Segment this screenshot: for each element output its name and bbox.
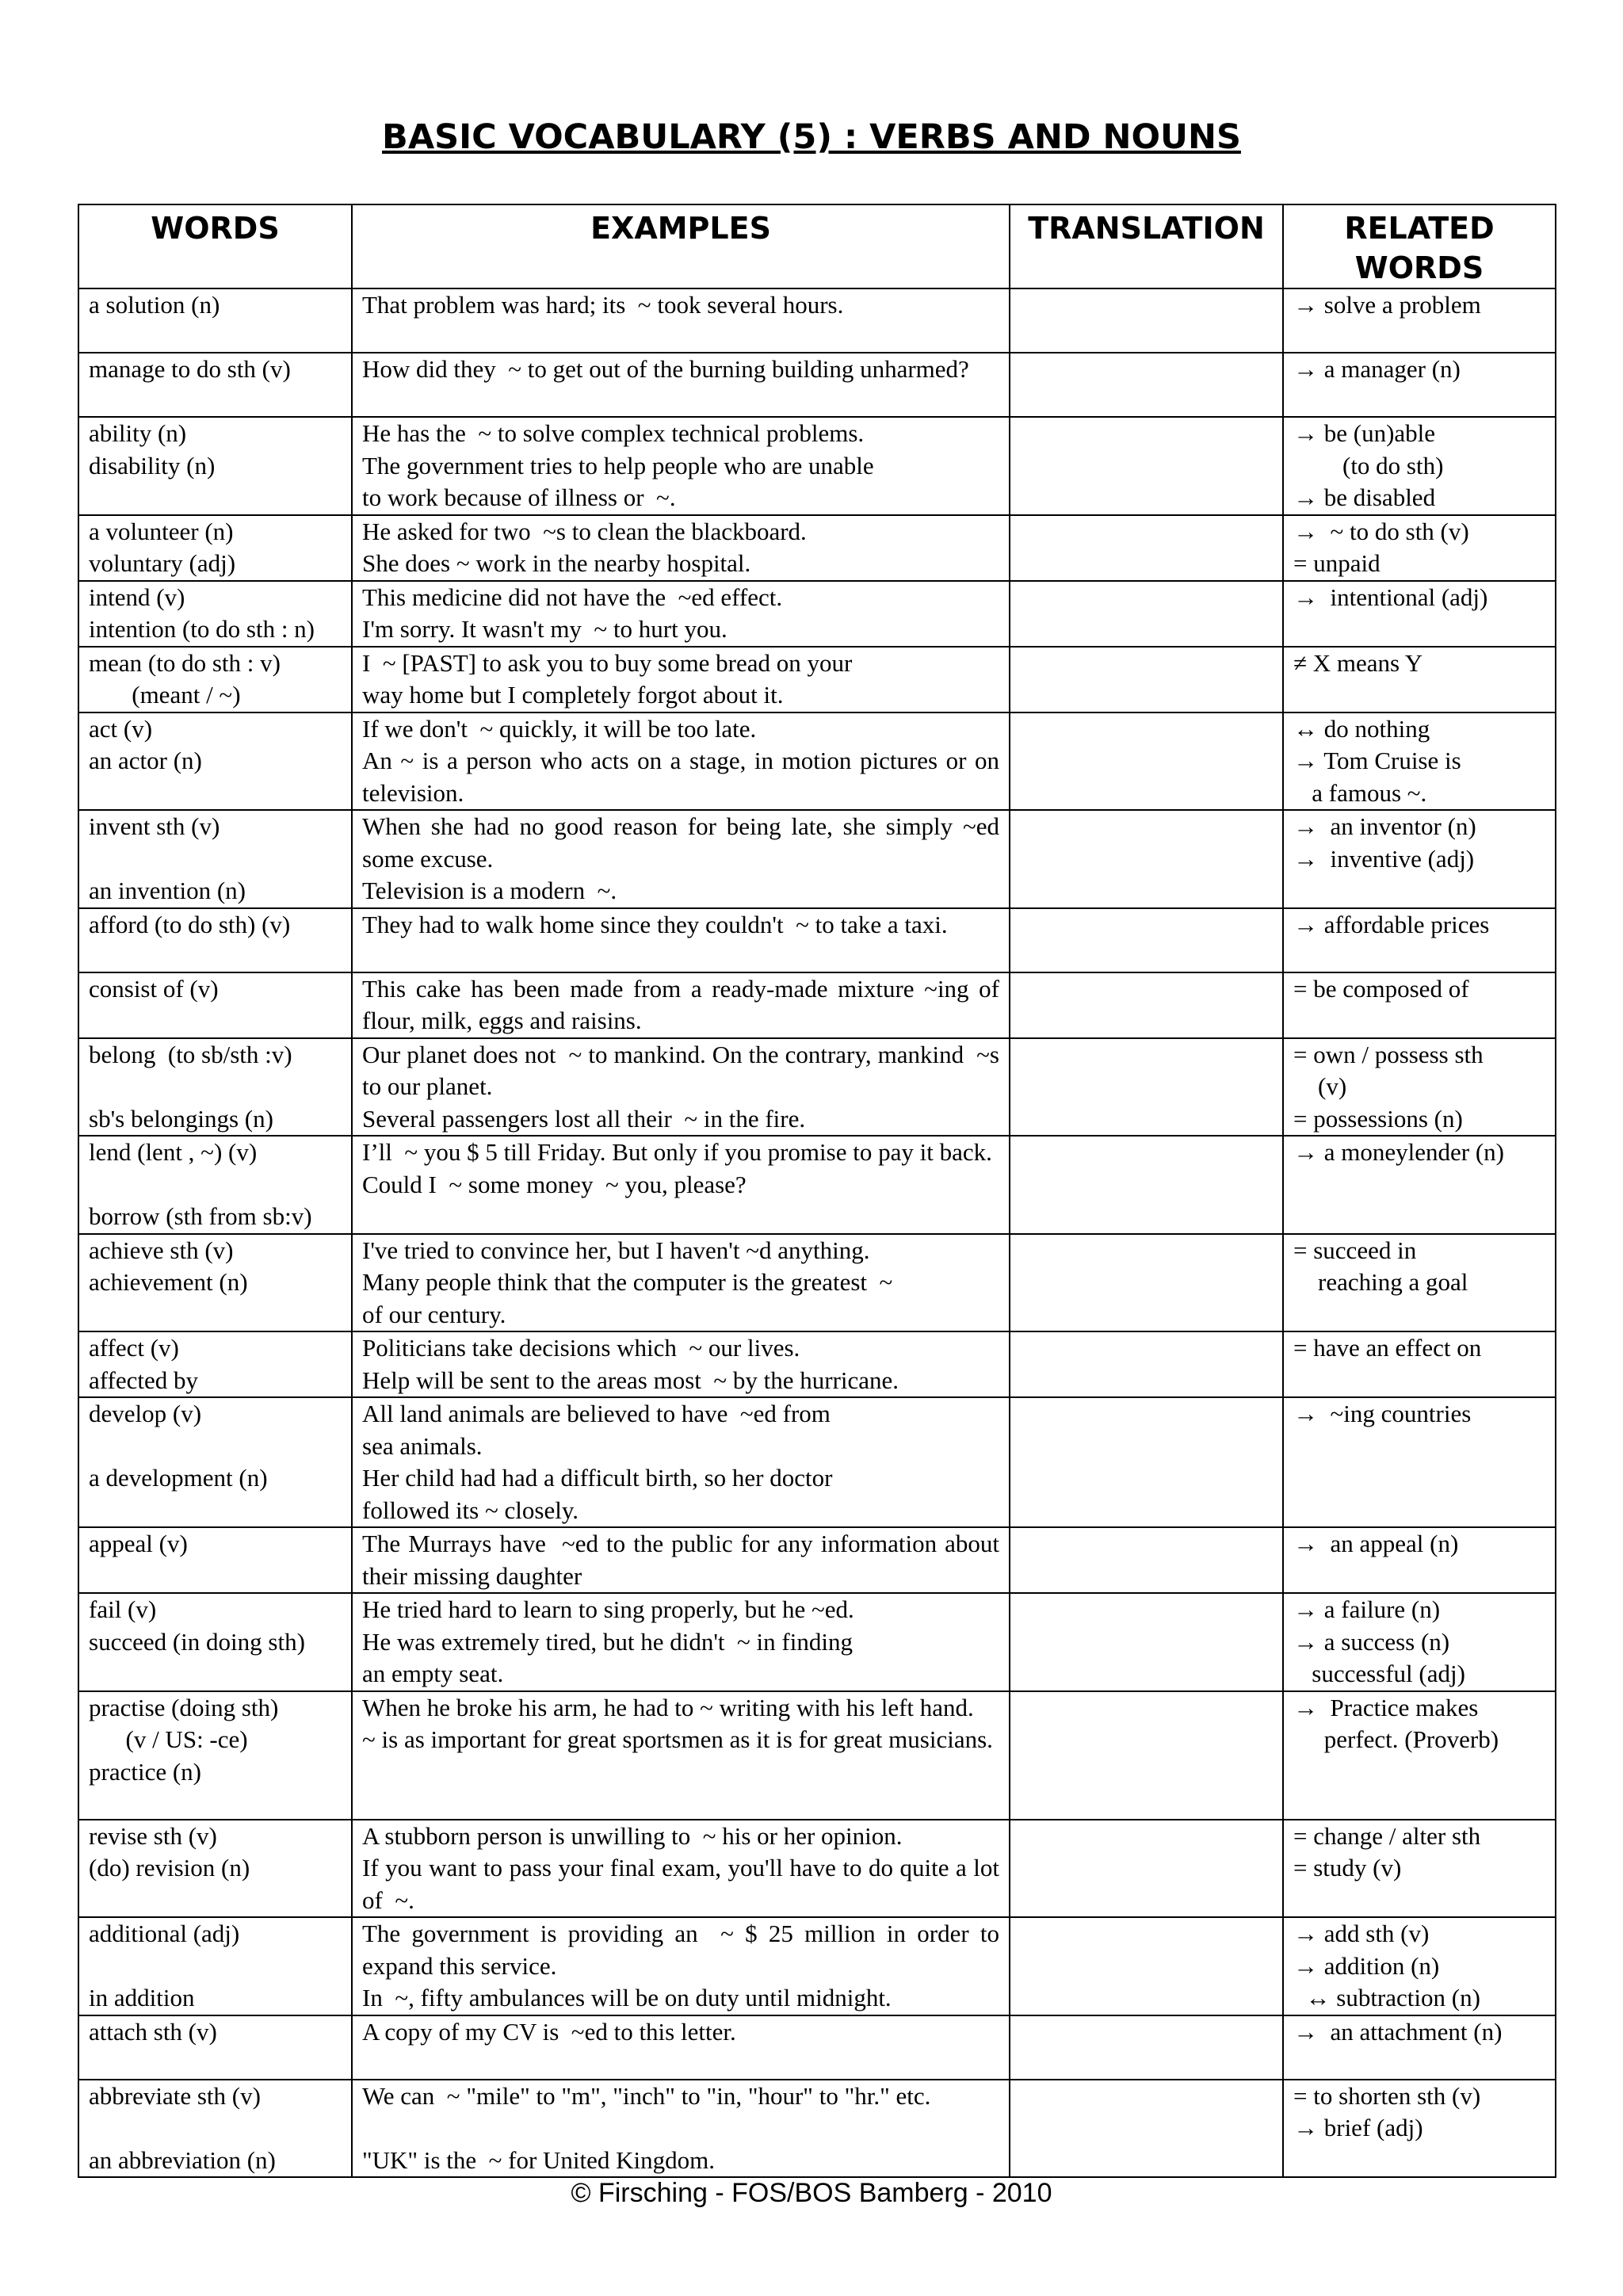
cell-examples: This medicine did not have the ~ed effect. I'm sorry. It wasn't my ~ to hurt you. [352, 581, 1010, 647]
header-translation: TRANSLATION [1010, 204, 1283, 288]
header-related-words: RELATED WORDS [1283, 204, 1556, 288]
cell-related-words: → a failure (n) → a success (n) successful (adj) [1283, 1593, 1556, 1691]
cell-words: develop (v) a development (n) [78, 1397, 352, 1527]
table-row [78, 908, 1556, 972]
vocabulary-table [78, 204, 1556, 2178]
cell-translation [1010, 647, 1283, 712]
cell-words: invent sth (v) an invention (n) [78, 810, 352, 908]
table-row [78, 1691, 1556, 1820]
cell-words: ability (n) disability (n) [78, 417, 352, 515]
cell-related-words: → intentional (adj) [1283, 581, 1556, 647]
cell-translation [1010, 1593, 1283, 1691]
cell-related-words: → add sth (v) → addition (n) ↔ subtraction (n) [1283, 1917, 1556, 2015]
cell-related-words: → an inventor (n) → inventive (adj) [1283, 810, 1556, 908]
table-row [78, 810, 1556, 908]
table-row [78, 1331, 1556, 1397]
cell-examples: That problem was hard; its ~ took several hours. [352, 288, 1010, 353]
cell-examples: How did they ~ to get out of the burning building unharmed? [352, 353, 1010, 417]
table-row [78, 353, 1556, 417]
cell-related-words: → ~ to do sth (v) = unpaid [1283, 515, 1556, 581]
header-words: WORDS [78, 204, 352, 288]
cell-translation [1010, 1397, 1283, 1527]
cell-translation [1010, 1691, 1283, 1820]
cell-words: revise sth (v) (do) revision (n) [78, 1820, 352, 1918]
cell-examples: Politicians take decisions which ~ our lives. Help will be sent to the areas most ~ by the hurricane. [352, 1331, 1010, 1397]
cell-related-words: → affordable prices [1283, 908, 1556, 972]
cell-words: consist of (v) [78, 972, 352, 1038]
cell-examples: They had to walk home since they couldn't ~ to take a taxi. [352, 908, 1010, 972]
cell-related-words: = be composed of [1283, 972, 1556, 1038]
cell-related-words: → an attachment (n) [1283, 2015, 1556, 2080]
cell-examples: Our planet does not ~ to mankind. On the contrary, mankind ~s to our planet. Several passengers lost all their ~ in the fire. [352, 1038, 1010, 1137]
cell-translation [1010, 972, 1283, 1038]
cell-examples: A stubborn person is unwilling to ~ his or her opinion. If you want to pass your final exam, you'll have to do quite a lot of ~. [352, 1820, 1010, 1918]
cell-related-words: → a manager (n) [1283, 353, 1556, 417]
table-row [78, 1136, 1556, 1234]
cell-translation [1010, 2080, 1283, 2178]
table-row [78, 1234, 1556, 1332]
cell-words: act (v) an actor (n) [78, 712, 352, 811]
cell-related-words: = own / possess sth (v) = possessions (n) [1283, 1038, 1556, 1137]
cell-examples: This cake has been made from a ready-made mixture ~ing of flour, milk, eggs and raisins. [352, 972, 1010, 1038]
cell-examples: He has the ~ to solve complex technical problems. The government tries to help people who are unable to work because of illness or ~. [352, 417, 1010, 515]
table-row [78, 1917, 1556, 2015]
cell-words: attach sth (v) [78, 2015, 352, 2080]
table-row [78, 647, 1556, 712]
cell-words: additional (adj) in addition [78, 1917, 352, 2015]
page-title: BASIC VOCABULARY (5) : VERBS AND NOUNS [382, 117, 1241, 157]
cell-related-words: → an appeal (n) [1283, 1527, 1556, 1593]
cell-words: affect (v) affected by [78, 1331, 352, 1397]
cell-words: belong (to sb/sth :v) sb's belongings (n) [78, 1038, 352, 1137]
cell-words: a volunteer (n) voluntary (adj) [78, 515, 352, 581]
cell-words: abbreviate sth (v) an abbreviation (n) [78, 2080, 352, 2178]
cell-related-words: = change / alter sth = study (v) [1283, 1820, 1556, 1918]
cell-examples: I ~ [PAST] to ask you to buy some bread on your way home but I completely forgot about it. [352, 647, 1010, 712]
cell-examples: When she had no good reason for being late, she simply ~ed some excuse. Television is a modern ~. [352, 810, 1010, 908]
table-row [78, 1397, 1556, 1527]
cell-examples: All land animals are believed to have ~ed from sea animals. Her child had had a difficult birth, so her doctor followed its ~ closely. [352, 1397, 1010, 1527]
table-row [78, 1820, 1556, 1918]
cell-words: manage to do sth (v) [78, 353, 352, 417]
cell-translation [1010, 1820, 1283, 1918]
cell-translation [1010, 1136, 1283, 1234]
cell-translation [1010, 1038, 1283, 1137]
table-row [78, 417, 1556, 515]
cell-examples: When he broke his arm, he had to ~ writing with his left hand. ~ is as important for great sportsmen as it is for great musicians. [352, 1691, 1010, 1820]
cell-translation [1010, 581, 1283, 647]
cell-translation [1010, 1917, 1283, 2015]
header-examples: EXAMPLES [352, 204, 1010, 288]
table-header-row [78, 204, 1556, 288]
table-row [78, 515, 1556, 581]
table-row [78, 1527, 1556, 1593]
cell-examples: The Murrays have ~ed to the public for any information about their missing daughter [352, 1527, 1010, 1593]
cell-translation [1010, 2015, 1283, 2080]
cell-translation [1010, 908, 1283, 972]
cell-examples: A copy of my CV is ~ed to this letter. [352, 2015, 1010, 2080]
cell-words: appeal (v) [78, 1527, 352, 1593]
cell-translation [1010, 288, 1283, 353]
cell-translation [1010, 810, 1283, 908]
cell-words: a solution (n) [78, 288, 352, 353]
cell-examples: He asked for two ~s to clean the blackboard. She does ~ work in the nearby hospital. [352, 515, 1010, 581]
cell-examples: He tried hard to learn to sing properly, but he ~ed. He was extremely tired, but he didn't ~ in finding an empty seat. [352, 1593, 1010, 1691]
cell-related-words: = to shorten sth (v) → brief (adj) [1283, 2080, 1556, 2178]
table-row [78, 2015, 1556, 2080]
cell-examples: We can ~ "mile" to "m", "inch" to "in, "hour" to "hr." etc. "UK" is the ~ for United Kingdom. [352, 2080, 1010, 2178]
cell-translation [1010, 417, 1283, 515]
cell-related-words: → be (un)able (to do sth) → be disabled [1283, 417, 1556, 515]
cell-words: afford (to do sth) (v) [78, 908, 352, 972]
cell-related-words: = succeed in reaching a goal [1283, 1234, 1556, 1332]
table-row [78, 581, 1556, 647]
cell-examples: The government is providing an ~ $ 25 million in order to expand this service. In ~, fifty ambulances will be on duty until midnight. [352, 1917, 1010, 2015]
table-row [78, 712, 1556, 811]
table-row [78, 972, 1556, 1038]
cell-words: mean (to do sth : v) (meant / ~) [78, 647, 352, 712]
table-row [78, 288, 1556, 353]
cell-translation [1010, 353, 1283, 417]
cell-translation [1010, 1331, 1283, 1397]
cell-words: lend (lent , ~) (v) borrow (sth from sb:v) [78, 1136, 352, 1234]
cell-examples: If we don't ~ quickly, it will be too late. An ~ is a person who acts on a stage, in motion pictures or on television. [352, 712, 1010, 811]
cell-translation [1010, 1527, 1283, 1593]
cell-examples: I've tried to convince her, but I haven't ~d anything. Many people think that the computer is the greatest ~ of our century. [352, 1234, 1010, 1332]
cell-related-words: → solve a problem [1283, 288, 1556, 353]
cell-related-words: ≠ X means Y [1283, 647, 1556, 712]
cell-related-words: → a moneylender (n) [1283, 1136, 1556, 1234]
cell-related-words: = have an effect on [1283, 1331, 1556, 1397]
table-row [78, 1593, 1556, 1691]
cell-words: achieve sth (v) achievement (n) [78, 1234, 352, 1332]
footer-copyright: © Firsching - FOS/BOS Bamberg - 2010 [571, 2178, 1052, 2208]
cell-words: practise (doing sth) (v / US: -ce) practice (n) [78, 1691, 352, 1820]
cell-related-words: → ~ing countries [1283, 1397, 1556, 1527]
cell-translation [1010, 515, 1283, 581]
table-row [78, 1038, 1556, 1137]
cell-examples: I’ll ~ you $ 5 till Friday. But only if you promise to pay it back. Could I ~ some money ~ you, please? [352, 1136, 1010, 1234]
cell-translation [1010, 712, 1283, 811]
cell-words: fail (v) succeed (in doing sth) [78, 1593, 352, 1691]
cell-words: intend (v) intention (to do sth : n) [78, 581, 352, 647]
cell-related-words: → Practice makes perfect. (Proverb) [1283, 1691, 1556, 1820]
cell-related-words: ↔ do nothing → Tom Cruise is a famous ~. [1283, 712, 1556, 811]
cell-translation [1010, 1234, 1283, 1332]
table-row [78, 2080, 1556, 2178]
